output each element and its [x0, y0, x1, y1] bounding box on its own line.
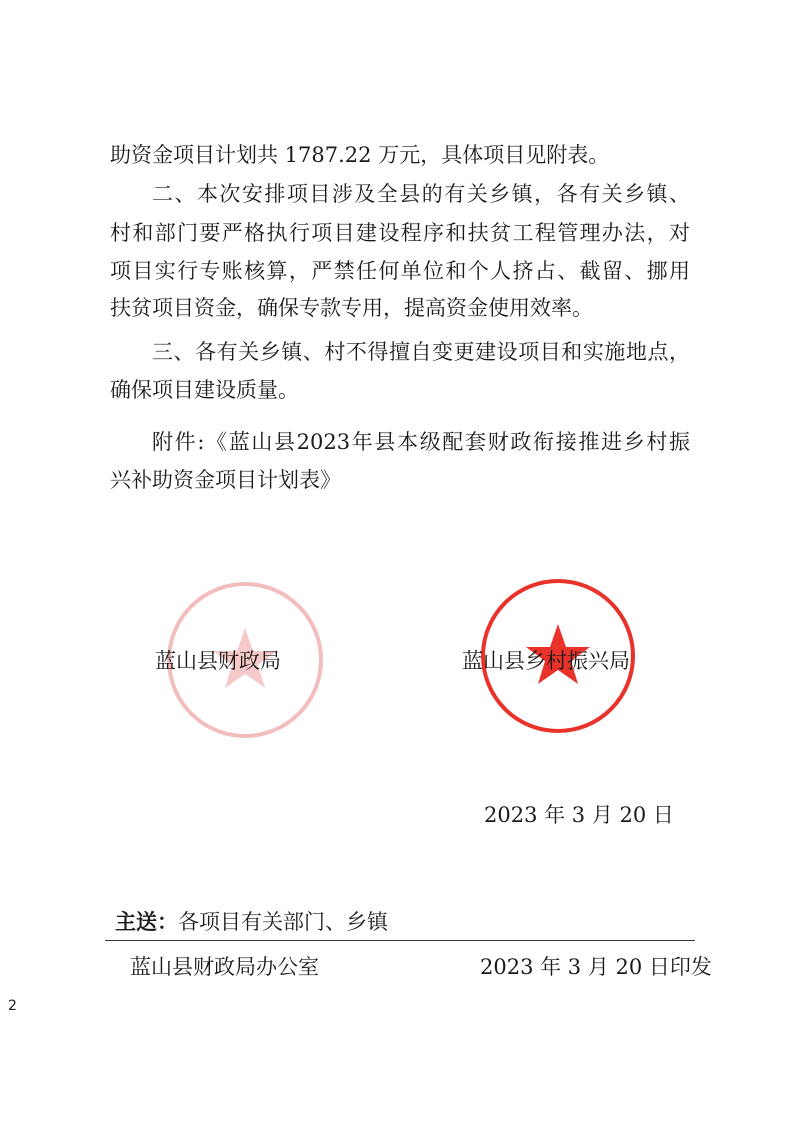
cc-label: 主送： — [115, 909, 178, 934]
signature-finance-bureau: 蓝山县财政局 — [155, 649, 281, 673]
issuer: 蓝山县财政局办公室 — [130, 955, 319, 979]
body-line-2: 二、本次安排项目涉及全县的有关乡镇，各有关乡镇、 — [152, 182, 690, 206]
issue-date: 2023 年 3 月 20 日印发 — [480, 955, 712, 979]
page-number: 2 — [8, 998, 17, 1014]
body-line-6: 三、各有关乡镇、村不得擅自变更建设项目和实施地点， — [152, 340, 690, 364]
attachment-line-1: 附件:《蓝山县2023年县本级配套财政衔接推进乡村振 — [152, 430, 690, 454]
body-line-7: 确保项目建设质量。 — [110, 378, 299, 402]
body-line-4: 项目实行专账核算，严禁任何单位和个人挤占、截留、挪用 — [110, 259, 690, 283]
signature-date: 2023 年 3 月 20 日 — [484, 803, 674, 827]
body-line-5: 扶贫项目资金，确保专款专用，提高资金使用效率。 — [110, 296, 593, 320]
cc-line — [115, 908, 388, 936]
cc-value: 各项目有关部门、乡镇 — [178, 910, 388, 934]
body-line-3: 村和部门要严格执行项目建设程序和扶贫工程管理办法，对 — [110, 221, 690, 245]
footer-divider — [105, 940, 695, 941]
attachment-line-2: 兴补助资金项目计划表》 — [110, 468, 341, 492]
signature-rural-revitalization-bureau: 蓝山县乡村振兴局 — [462, 649, 630, 673]
body-line-1: 助资金项目计划共 1787.22 万元，具体项目见附表。 — [110, 143, 610, 167]
